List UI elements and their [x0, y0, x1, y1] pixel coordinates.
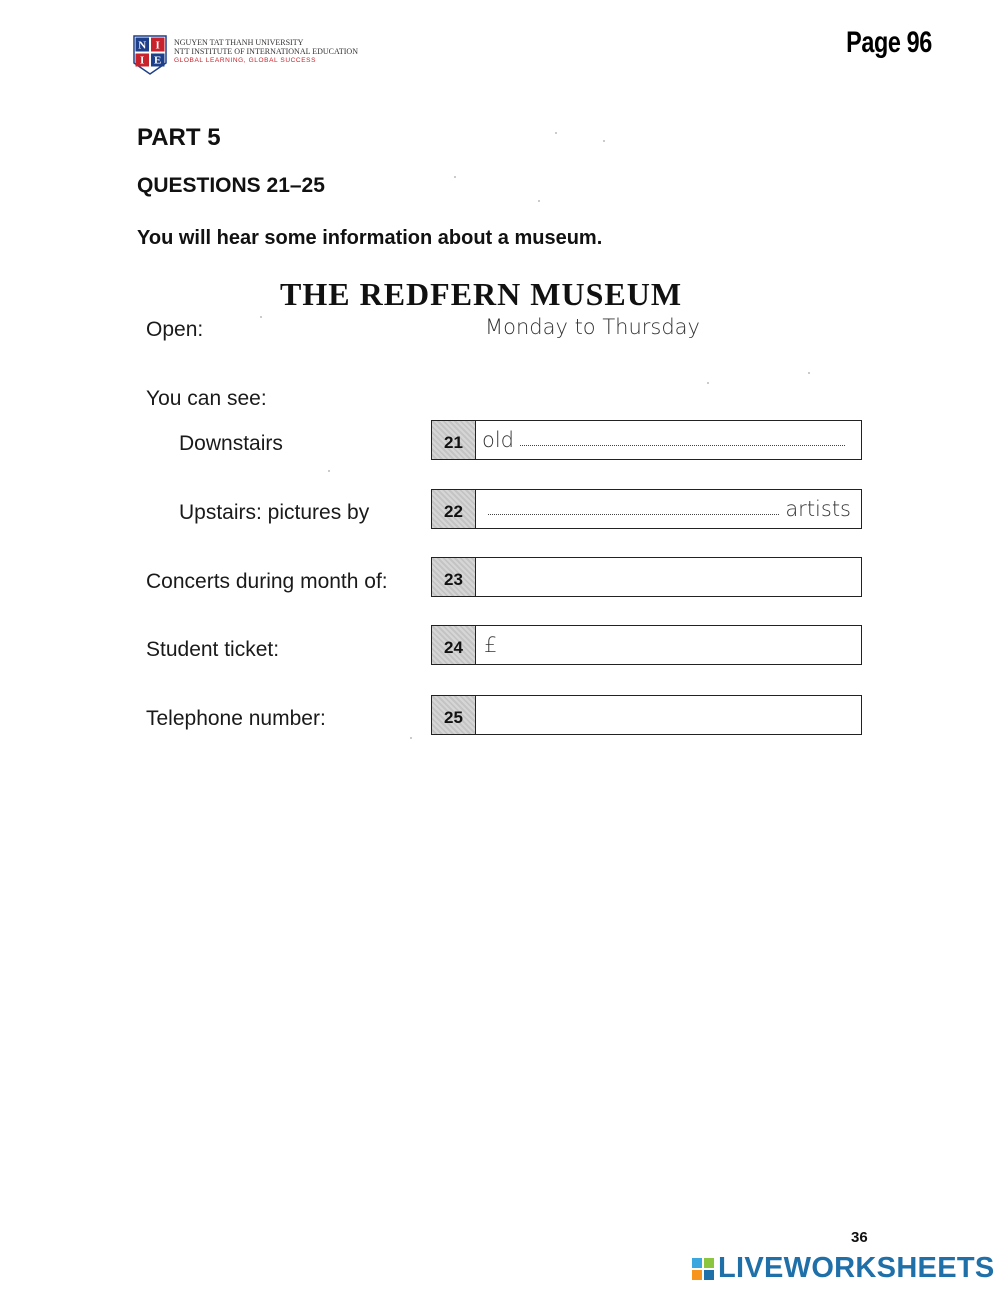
part-title: PART 5 — [137, 124, 221, 151]
brand-squares-icon — [692, 1258, 714, 1280]
scan-speck — [410, 737, 412, 739]
answer-suffix: artists — [785, 497, 851, 521]
scan-speck — [808, 372, 810, 374]
logo-letter: N — [138, 39, 147, 52]
institute-name — [174, 38, 358, 65]
institute-slogan: GLOBAL LEARNING, GLOBAL SUCCESS — [174, 57, 317, 64]
liveworksheets-logo[interactable] — [692, 1252, 995, 1285]
logo-letter: E — [154, 54, 162, 67]
answer-field-22[interactable] — [482, 490, 851, 528]
questions-title: QUESTIONS 21–25 — [137, 174, 325, 197]
answer-prefix: £ — [484, 633, 498, 657]
question-number: 24 — [432, 626, 476, 664]
answer-box-25[interactable] — [431, 695, 862, 735]
answer-field-24[interactable] — [484, 626, 851, 664]
logo-letter: I — [155, 39, 160, 52]
see-label: You can see: — [146, 387, 267, 410]
question-22-label: Upstairs: pictures by — [179, 501, 370, 524]
page-number: 36 — [851, 1229, 868, 1246]
scan-speck — [603, 140, 605, 142]
answer-field-21[interactable] — [482, 421, 851, 459]
question-number: 23 — [432, 558, 476, 596]
answer-box-22[interactable] — [431, 489, 862, 529]
scan-speck — [538, 200, 540, 202]
university-name: NGUYEN TAT THANH UNIVERSITY — [174, 38, 304, 47]
scan-speck — [555, 132, 557, 134]
dotted-line — [520, 445, 845, 446]
answer-box-24[interactable] — [431, 625, 862, 665]
question-number: 25 — [432, 696, 476, 734]
instruction-text: You will hear some information about a museum. — [137, 227, 603, 249]
page-label: Page 96 — [846, 26, 932, 59]
answer-box-23[interactable] — [431, 557, 862, 597]
open-label: Open: — [146, 318, 204, 341]
question-24-label: Student ticket: — [146, 638, 280, 661]
question-21-label: Downstairs — [179, 432, 283, 455]
museum-title: THE REDFERN MUSEUM — [280, 276, 683, 312]
answer-prefix: old — [482, 428, 515, 452]
logo-letter: I — [140, 54, 145, 67]
answer-field-23[interactable] — [482, 558, 851, 596]
scan-speck — [260, 316, 262, 318]
scan-speck — [328, 470, 330, 472]
scan-speck — [707, 382, 709, 384]
scan-speck — [454, 176, 456, 178]
dotted-line — [488, 514, 779, 515]
question-number: 22 — [432, 490, 476, 528]
open-value: Monday to Thursday — [485, 315, 700, 339]
institute-logo — [133, 35, 167, 75]
brand-name: LIVEWORKSHEETS — [718, 1252, 995, 1284]
answer-field-25[interactable] — [482, 696, 851, 734]
answer-box-21[interactable] — [431, 420, 862, 460]
question-23-label: Concerts during month of: — [146, 570, 388, 593]
question-25-label: Telephone number: — [146, 707, 326, 730]
institute-name-line: NTT INSTITUTE OF INTERNATIONAL EDUCATION — [174, 47, 358, 56]
question-number: 21 — [432, 421, 476, 459]
